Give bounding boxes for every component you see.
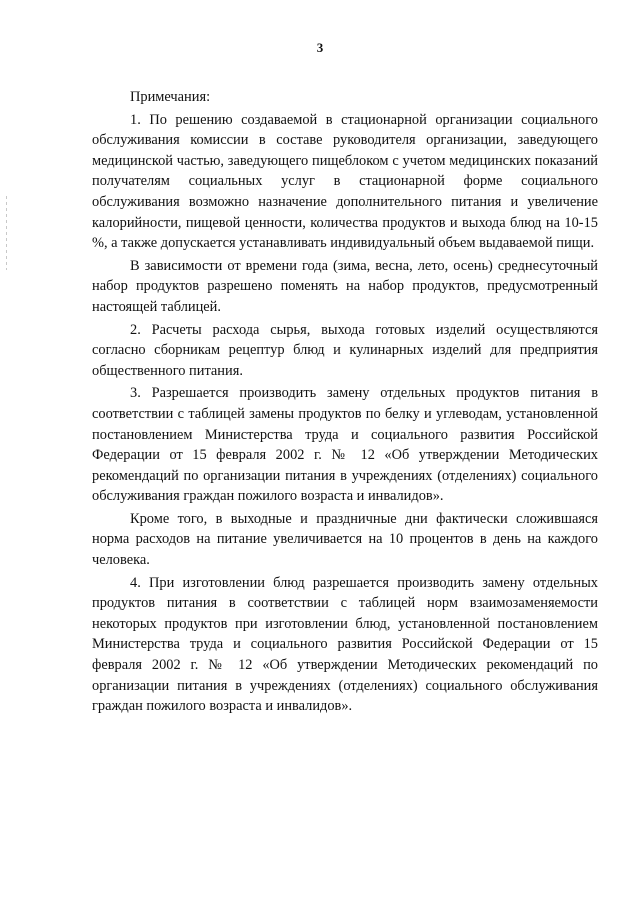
note-paragraph-3-continued: Кроме того, в выходные и праздничные дни фактически сложившаяся норма расходов на питание увеличивается на 10 процентов в день на каждого человека.	[92, 510, 598, 569]
notes-heading: Примечания:	[130, 89, 211, 105]
margin-scan-mark	[6, 196, 7, 270]
note-paragraph-3: 3. Разрешается производить замену отдельных продуктов питания в соответствии с таблицей замены продуктов по белку и углеводам, установленной постановлением Министерства труда и социального развития Российской Федерации от 15 февраля 2002 г. № 12 «Об утверждении Методических рекомендаций по организации питания в учреждениях (отделениях) социального обслуживания граждан пожилого возраста и инвалидов».	[92, 385, 598, 505]
page-number: 3	[316, 40, 324, 55]
note-paragraph-1-continued: В зависимости от времени года (зима, весна, лето, осень) среднесуточный набор продуктов разрешено поменять на набор продуктов, предусмотренный настоящей таблицей.	[92, 257, 598, 315]
notes-section	[92, 87, 598, 717]
note-paragraph-1: 1. По решению создаваемой в стационарной организации социального обслуживания комиссии в составе руководителя организации, заведующего медицинской частью, заведующего пищеблоком с учетом медицинских показаний получателям социальных услуг в стационарной форме социального обслуживания возможно назначение дополнительного питания и увеличение калорийности, пищевой ценности, количества продуктов и выхода блюд на 10-15 %, а также допускается устанавливать индивидуальный объем выдаваемой пищи.	[92, 111, 598, 252]
note-paragraph-4: 4. При изготовлении блюд разрешается производить замену отдельных продуктов питания в соответствии с таблицей норм взаимозаменяемости некоторых продуктов при изготовлении блюд, установленной постановлением Министерства труда и социального развития Российской Федерации от 15 февраля 2002 г. № 12 «Об утверждении Методических рекомендаций по организации питания в учреждениях (отделениях) социального обслуживания граждан пожилого возраста и инвалидов».	[92, 574, 598, 715]
note-paragraph-2: 2. Расчеты расхода сырья, выхода готовых изделий осуществляются согласно сборникам рецептур блюд и кулинарных изделий для предприятия общественного питания.	[92, 321, 598, 379]
